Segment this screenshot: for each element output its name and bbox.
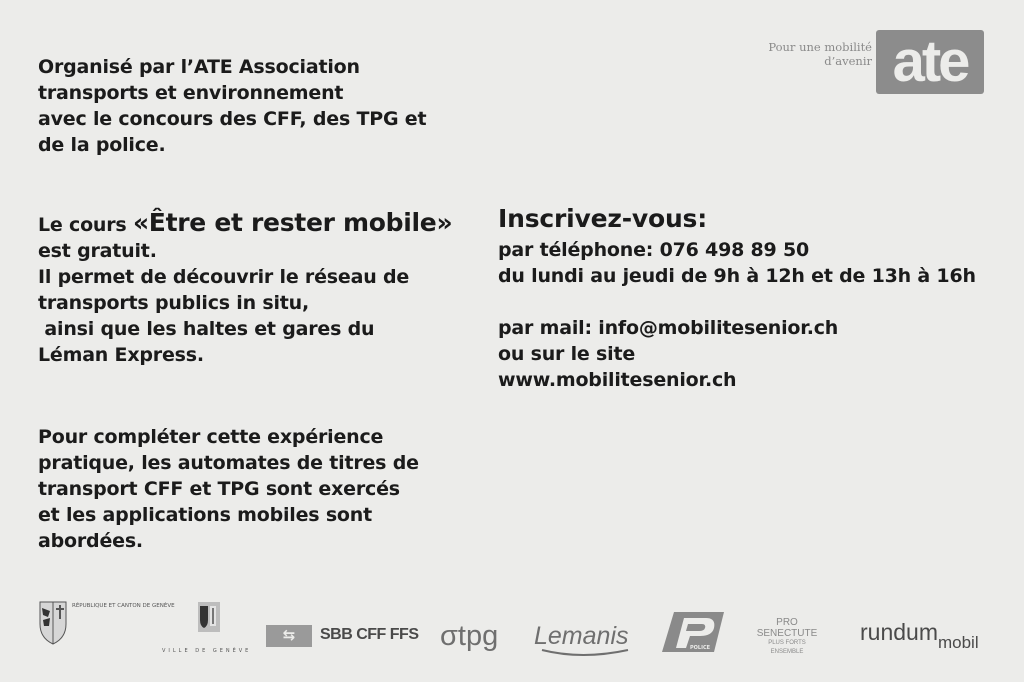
organizer-line: avec le concours des CFF, des TPG et — [38, 108, 427, 130]
signup-phone[interactable]: par téléphone: 076 498 89 50 — [498, 239, 810, 261]
ville-de-geneve-logo — [160, 600, 252, 662]
course-line: Il permet de découvrir le réseau de — [38, 266, 410, 288]
police-shield-icon — [660, 608, 728, 656]
pro-senectute-2: SENECTUTE — [756, 628, 818, 639]
signup-hours: du lundi au jeudi de 9h à 12h et de 13h à 16h — [498, 265, 976, 287]
ate-mark: ate — [876, 30, 984, 94]
tpg-logo: σtpg — [440, 620, 499, 652]
rundum-sub-text: mobil — [937, 633, 979, 652]
signup-heading: Inscrivez-vous: — [498, 204, 708, 233]
course-title: «Être et rester mobile» — [132, 208, 453, 237]
practice-line: Pour compléter cette expérience — [38, 426, 384, 448]
practice-line: pratique, les automates de titres de — [38, 452, 419, 474]
rundum-mobil-logo — [860, 618, 979, 652]
organizer-paragraph — [38, 54, 426, 158]
course-line: ainsi que les haltes et gares du — [38, 318, 375, 340]
sbb-badge — [266, 625, 312, 647]
course-paragraph — [38, 210, 452, 368]
ville-geneve-icon — [160, 600, 252, 662]
geneve-canton-logo — [36, 596, 175, 656]
ate-tagline-2: d’avenir — [824, 54, 872, 68]
organizer-line: transports et environnement — [38, 82, 344, 104]
sbb-arrows-icon: ⇆ — [282, 626, 296, 644]
ate-tagline — [748, 40, 872, 68]
ate-logo — [748, 30, 984, 98]
sbb-logo — [266, 625, 426, 647]
practice-line: abordées. — [38, 530, 143, 552]
ate-tagline-1: Pour une mobilité — [768, 40, 872, 54]
lemanis-swoosh-icon — [534, 648, 634, 658]
course-line: transports publics in situ, — [38, 292, 309, 314]
organizer-line: Organisé par l’ATE Association — [38, 56, 360, 78]
practice-paragraph — [38, 424, 419, 554]
course-title-line — [38, 210, 452, 238]
lemanis-logo — [534, 622, 634, 658]
practice-line: transport CFF et TPG sont exercés — [38, 478, 400, 500]
pro-senectute-1: PRO — [776, 617, 798, 628]
signup-section — [498, 203, 976, 393]
lemanis-text: Lemanis — [534, 622, 629, 650]
rundum-text: rundum — [860, 619, 938, 645]
course-line: est gratuit. — [38, 240, 157, 262]
pro-senectute-3: PLUS FORTS ENSEMBLE — [768, 640, 806, 655]
pro-senectute-logo — [752, 617, 822, 657]
practice-line: et les applications mobiles sont — [38, 504, 372, 526]
signup-site-link[interactable]: www.mobilitesenior.ch — [498, 369, 737, 391]
police-text: POLICE — [690, 645, 711, 651]
geneve-canton-text: RÉPUBLIQUE ET CANTON DE GENÈVE — [72, 603, 175, 609]
signup-site-intro: ou sur le site — [498, 343, 636, 365]
course-prefix: Le cours — [38, 214, 133, 236]
sbb-name: SBB CFF FFS — [320, 626, 419, 643]
course-line: Léman Express. — [38, 344, 204, 366]
signup-mail[interactable]: par mail: info@mobilitesenior.ch — [498, 317, 839, 339]
geneve-coat-of-arms-icon — [36, 596, 175, 656]
police-logo — [660, 608, 728, 656]
ville-text: VILLE DE GENÈVE — [162, 648, 252, 654]
organizer-line: de la police. — [38, 134, 166, 156]
